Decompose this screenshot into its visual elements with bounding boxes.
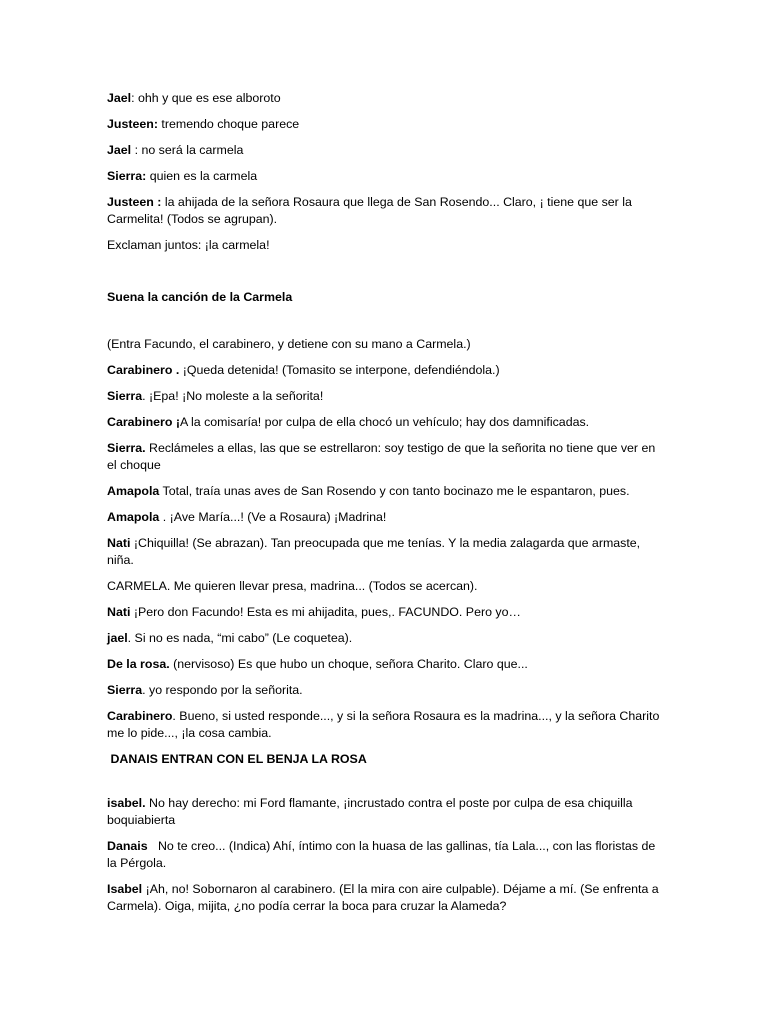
speaker: Carabinero . <box>107 363 180 377</box>
speaker: Sierra <box>107 389 143 403</box>
dialogue-line <box>107 682 667 699</box>
line-text: tremendo choque parece <box>157 117 300 131</box>
dialogue-line <box>107 578 667 595</box>
dialogue-line <box>107 656 667 673</box>
speaker: Sierra: <box>107 169 147 183</box>
speaker: De la rosa. <box>107 657 170 671</box>
dialogue-line <box>107 388 667 405</box>
speaker: Justeen : <box>107 195 162 209</box>
speaker: Danais <box>107 839 148 853</box>
line-text: ¡Queda detenida! (Tomasito se interpone, defendiéndola.) <box>179 363 500 377</box>
dialogue-line <box>107 535 667 569</box>
section-heading: Suena la canción de la Carmela <box>107 290 293 304</box>
line-text: . Bueno, si usted responde..., y si la señora Rosaura es la madrina..., y la señora Charito me lo pide..., ¡la cosa cambia. <box>107 709 660 740</box>
line-text: ¡Chiquilla! (Se abrazan). Tan preocupada que me tenías. Y la media zalagarda que armaste, niña. <box>107 536 641 567</box>
speaker: Amapola <box>107 484 160 498</box>
dialogue-line <box>107 604 667 621</box>
dialogue-line <box>107 838 667 872</box>
line-text: (nervisoso) Es que hubo un choque, señora Charito. Claro que... <box>169 657 528 671</box>
line-text: A la comisaría! por culpa de ella chocó un vehículo; hay dos damnificadas. <box>179 415 590 429</box>
dialogue-line <box>107 168 667 185</box>
speaker: Sierra. <box>107 441 146 455</box>
line-text: la ahijada de la señora Rosaura que llega de San Rosendo... Claro, ¡ tiene que ser la Carmelita! (Todos se agrupan). <box>107 195 632 226</box>
line-text: (Entra Facundo, el carabinero, y detiene con su mano a Carmela.) <box>107 337 471 351</box>
dialogue-line <box>107 630 667 647</box>
speaker: Carabinero ¡ <box>107 415 180 429</box>
dialogue-line <box>107 881 667 915</box>
speaker: Sierra <box>107 683 143 697</box>
line-text: No hay derecho: mi Ford flamante, ¡incrustado contra el poste por culpa de esa chiquilla boquiabierta <box>107 796 633 827</box>
line-text: Total, traía unas aves de San Rosendo y con tanto bocinazo me le espantaron, pues. <box>159 484 630 498</box>
speaker: Isabel <box>107 882 143 896</box>
stage-direction <box>107 336 667 353</box>
line-text: quien es la carmela <box>146 169 258 183</box>
line-text: No te creo... (Indica) Ahí, íntimo con la huasa de las gallinas, tía Lala..., con las floristas de la Pérgola. <box>107 839 659 870</box>
dialogue-line <box>107 116 667 133</box>
speaker: Amapola <box>107 510 160 524</box>
dialogue-line <box>107 142 667 159</box>
line-text: Reclámeles a ellas, las que se estrellaron: soy testigo de que la señorita no tiene que ver en el choque <box>107 441 656 472</box>
dialogue-line <box>107 483 667 500</box>
speaker: isabel. <box>107 796 146 810</box>
speaker: Jael <box>107 91 132 105</box>
line-text: ¡Pero don Facundo! Esta es mi ahijadita, pues,. FACUNDO. Pero yo… <box>130 605 521 619</box>
line-text: ¡Ah, no! Sobornaron al carabinero. (El la mira con aire culpable). Déjame a mí. (Se enfrenta a Carmela). Oiga, mijita, ¿no podía cerrar la boca para cruzar la Alameda? <box>107 882 659 913</box>
dialogue-line <box>107 414 667 431</box>
speaker: jael <box>107 631 128 645</box>
dialogue-line <box>107 90 667 107</box>
dialogue-line <box>107 795 667 829</box>
dialogue-line <box>107 440 667 474</box>
speaker: Nati <box>107 605 131 619</box>
line-text: Exclaman juntos: ¡la carmela! <box>107 238 270 252</box>
dialogue-line <box>107 362 667 379</box>
speaker: Jael <box>107 143 132 157</box>
line-text: . Si no es nada, “mi cabo” (Le coquetea). <box>127 631 353 645</box>
line-text: . yo respondo por la señorita. <box>142 683 303 697</box>
line-text: . ¡Ave María...! (Ve a Rosaura) ¡Madrina! <box>159 510 387 524</box>
speaker: Justeen: <box>107 117 158 131</box>
dialogue-line <box>107 509 667 526</box>
line-text: CARMELA. Me quieren llevar presa, madrina... (Todos se acercan). <box>107 579 478 593</box>
line-text: . ¡Epa! ¡No moleste a la señorita! <box>142 389 324 403</box>
script-page <box>107 90 667 924</box>
dialogue-line <box>107 708 667 742</box>
section-heading: DANAIS ENTRAN CON EL BENJA LA ROSA <box>107 752 367 766</box>
dialogue-line <box>107 194 667 228</box>
line-text: : no será la carmela <box>131 143 244 157</box>
speaker: Carabinero <box>107 709 173 723</box>
stage-direction <box>107 237 667 254</box>
speaker: Nati <box>107 536 131 550</box>
line-text: : ohh y que es ese alboroto <box>131 91 281 105</box>
